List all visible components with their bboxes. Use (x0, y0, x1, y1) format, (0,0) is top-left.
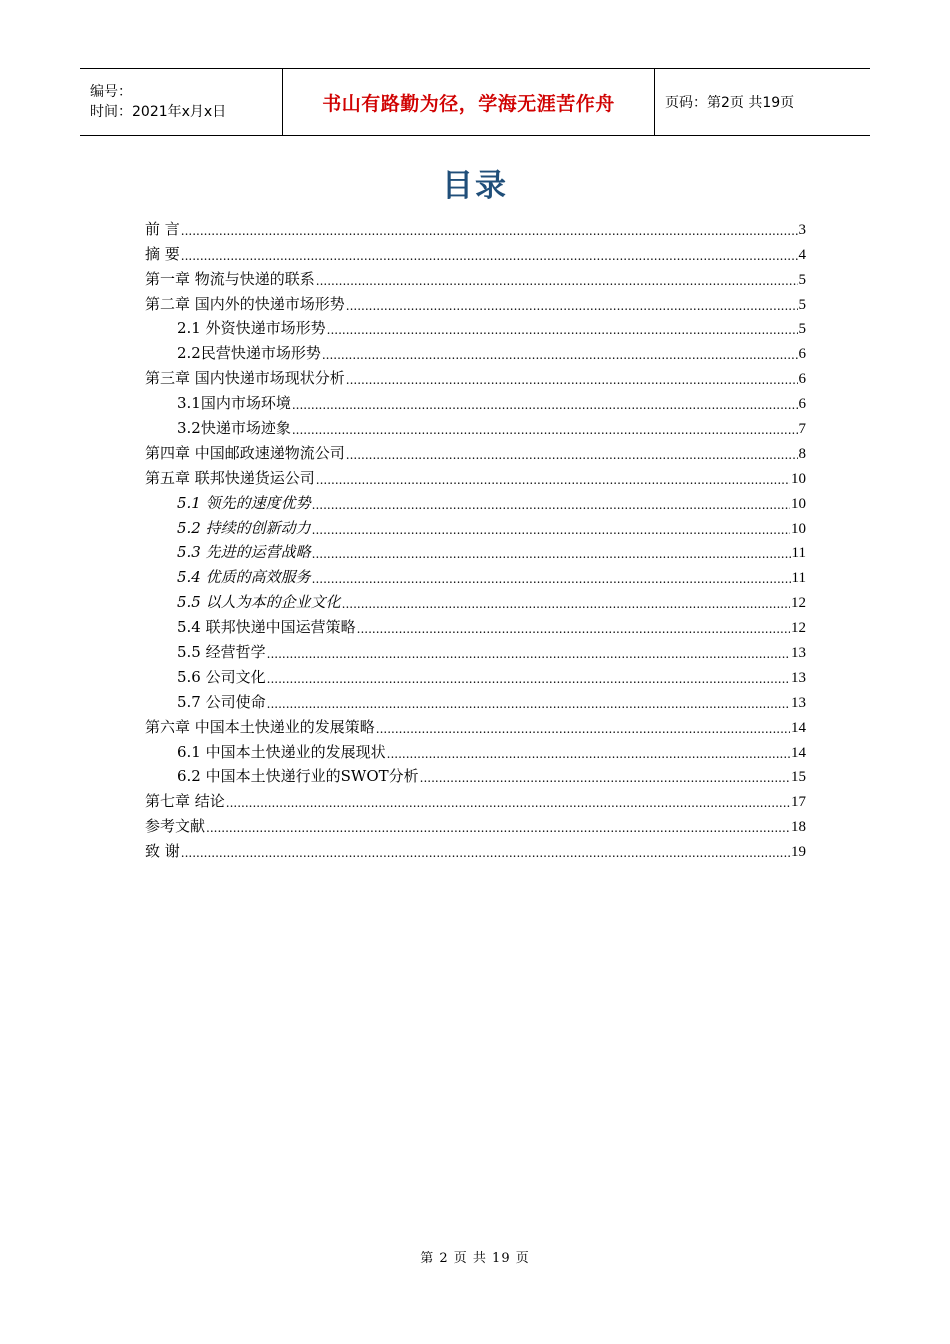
toc-entry-label: 第三章 国内快递市场现状分析 (145, 369, 345, 388)
toc-leader-dots (312, 572, 791, 587)
toc-entry-page: 15 (791, 769, 806, 786)
toc-entry-label: 第六章 中国本土快递业的发展策略 (145, 717, 375, 736)
toc-entry[interactable] (145, 687, 806, 712)
toc-entry-label: 3.2快递市场迹象 (177, 419, 291, 438)
toc-entry[interactable] (145, 637, 806, 662)
toc-entry-label: 3.1国内市场环境 (177, 394, 291, 413)
toc-entry-page: 10 (791, 495, 806, 512)
toc-entry-page: 3 (798, 221, 806, 238)
toc-entry-page: 6 (798, 371, 806, 388)
table-of-contents (145, 214, 806, 861)
header-motto: 书山有路勤为径，学海无涯苦作舟 (322, 92, 615, 115)
toc-entry[interactable] (145, 289, 806, 314)
toc-leader-dots (316, 473, 790, 488)
toc-leader-dots (267, 672, 790, 687)
toc-leader-dots (267, 647, 790, 662)
toc-entry-page: 10 (791, 520, 806, 537)
toc-entry[interactable] (145, 214, 806, 239)
toc-leader-dots (346, 299, 798, 314)
toc-leader-dots (342, 597, 790, 612)
toc-entry[interactable] (145, 513, 806, 538)
toc-entry-page: 12 (791, 595, 806, 612)
toc-entry-page: 12 (791, 620, 806, 637)
header-page-cell (655, 69, 870, 135)
toc-leader-dots (206, 821, 790, 836)
toc-leader-dots (327, 323, 798, 338)
toc-entry-label: 5.6 公司文化 (177, 667, 266, 686)
toc-leader-dots (346, 448, 798, 463)
toc-entry-page: 18 (791, 819, 806, 836)
toc-entry[interactable] (145, 587, 806, 612)
toc-entry-page: 13 (791, 694, 806, 711)
toc-entry[interactable] (145, 811, 806, 836)
toc-entry[interactable] (145, 836, 806, 861)
toc-entry-label: 5.5 以人为本的企业文化 (177, 593, 341, 612)
toc-entry-label: 第四章 中国邮政速递物流公司 (145, 443, 345, 462)
toc-leader-dots (346, 373, 798, 388)
toc-entry[interactable] (145, 712, 806, 737)
toc-entry-page: 14 (791, 744, 806, 761)
toc-entry-page: 6 (798, 346, 806, 363)
toc-entry-label: 第七章 结论 (145, 792, 225, 811)
toc-entry-page: 5 (798, 321, 806, 338)
toc-entry-label: 5.1 领先的速度优势 (177, 493, 311, 512)
toc-entry[interactable] (145, 463, 806, 488)
toc-entry-label: 致 谢 (145, 842, 180, 861)
toc-entry-label: 参考文献 (145, 817, 206, 836)
toc-leader-dots (316, 274, 798, 289)
toc-entry[interactable] (145, 762, 806, 787)
toc-entry-page: 4 (798, 246, 806, 263)
toc-leader-dots (357, 622, 790, 637)
document-number-label: 编号： (90, 84, 132, 100)
toc-entry-label: 5.4 联邦快递中国运营策略 (177, 618, 356, 637)
toc-entry[interactable] (145, 786, 806, 811)
toc-leader-dots (322, 348, 798, 363)
toc-entry-label: 6.2 中国本土快递行业的SWOT分析 (177, 767, 419, 786)
toc-entry-page: 19 (791, 844, 806, 861)
toc-entry[interactable] (145, 562, 806, 587)
toc-entry-label: 摘 要 (145, 244, 180, 263)
toc-leader-dots (420, 771, 790, 786)
toc-leader-dots (181, 249, 798, 264)
toc-leader-dots (226, 796, 790, 811)
toc-leader-dots (312, 547, 791, 562)
toc-entry-page: 13 (791, 645, 806, 662)
toc-entry[interactable] (145, 264, 806, 289)
toc-entry-label: 6.1 中国本土快递业的发展现状 (177, 742, 386, 761)
toc-entry-label: 5.5 经营哲学 (177, 643, 266, 662)
toc-entry-page: 6 (798, 396, 806, 413)
toc-entry-label: 2.2民营快递市场形势 (177, 344, 321, 363)
toc-entry-page: 11 (791, 570, 806, 587)
toc-entry[interactable] (145, 612, 806, 637)
toc-leader-dots (292, 398, 798, 413)
toc-entry[interactable] (145, 662, 806, 687)
toc-entry-page: 10 (791, 470, 806, 487)
toc-entry-label: 5.4 优质的高效服务 (177, 568, 311, 587)
toc-leader-dots (267, 697, 790, 712)
toc-entry[interactable] (145, 488, 806, 513)
document-time-label: 时间：2021年x月x日 (90, 104, 227, 120)
toc-entry-page: 13 (791, 669, 806, 686)
toc-entry[interactable] (145, 413, 806, 438)
page-footer: 第 2 页 共 19 页 (420, 1251, 530, 1266)
toc-entry-label: 第一章 物流与快递的联系 (145, 269, 315, 288)
toc-entry-label: 5.2 持续的创新动力 (177, 518, 311, 537)
toc-entry[interactable] (145, 388, 806, 413)
toc-entry-label: 2.1 外资快递市场形势 (177, 319, 326, 338)
toc-entry-page: 17 (791, 794, 806, 811)
toc-entry-page: 5 (798, 296, 806, 313)
toc-entry-label: 第二章 国内外的快递市场形势 (145, 294, 345, 313)
toc-entry[interactable] (145, 438, 806, 463)
toc-leader-dots (387, 747, 790, 762)
header-motto-cell (282, 69, 655, 135)
toc-entry[interactable] (145, 314, 806, 339)
header-page-info: 页码：第2页 共19页 (665, 95, 795, 111)
toc-leader-dots (312, 498, 790, 513)
toc-entry-label: 5.3 先进的运营战略 (177, 543, 311, 562)
toc-entry-label: 5.7 公司使命 (177, 692, 266, 711)
toc-leader-dots (312, 523, 790, 538)
toc-entry[interactable] (145, 363, 806, 388)
toc-entry-page: 11 (791, 545, 806, 562)
toc-entry-label: 第五章 联邦快递货运公司 (145, 468, 315, 487)
toc-entry-page: 7 (798, 421, 806, 438)
toc-entry[interactable] (145, 737, 806, 762)
header-table (80, 68, 870, 136)
toc-leader-dots (376, 722, 790, 737)
toc-entry-page: 8 (798, 445, 806, 462)
toc-entry-page: 14 (791, 719, 806, 736)
toc-leader-dots (292, 423, 798, 438)
page-title: 目录 (442, 168, 508, 204)
toc-entry[interactable] (145, 239, 806, 264)
toc-entry-page: 5 (798, 271, 806, 288)
header-info-cell (80, 69, 282, 135)
toc-leader-dots (181, 224, 798, 239)
toc-leader-dots (181, 846, 790, 861)
toc-entry-label: 前 言 (145, 219, 180, 238)
toc-entry[interactable] (145, 338, 806, 363)
toc-entry[interactable] (145, 538, 806, 563)
